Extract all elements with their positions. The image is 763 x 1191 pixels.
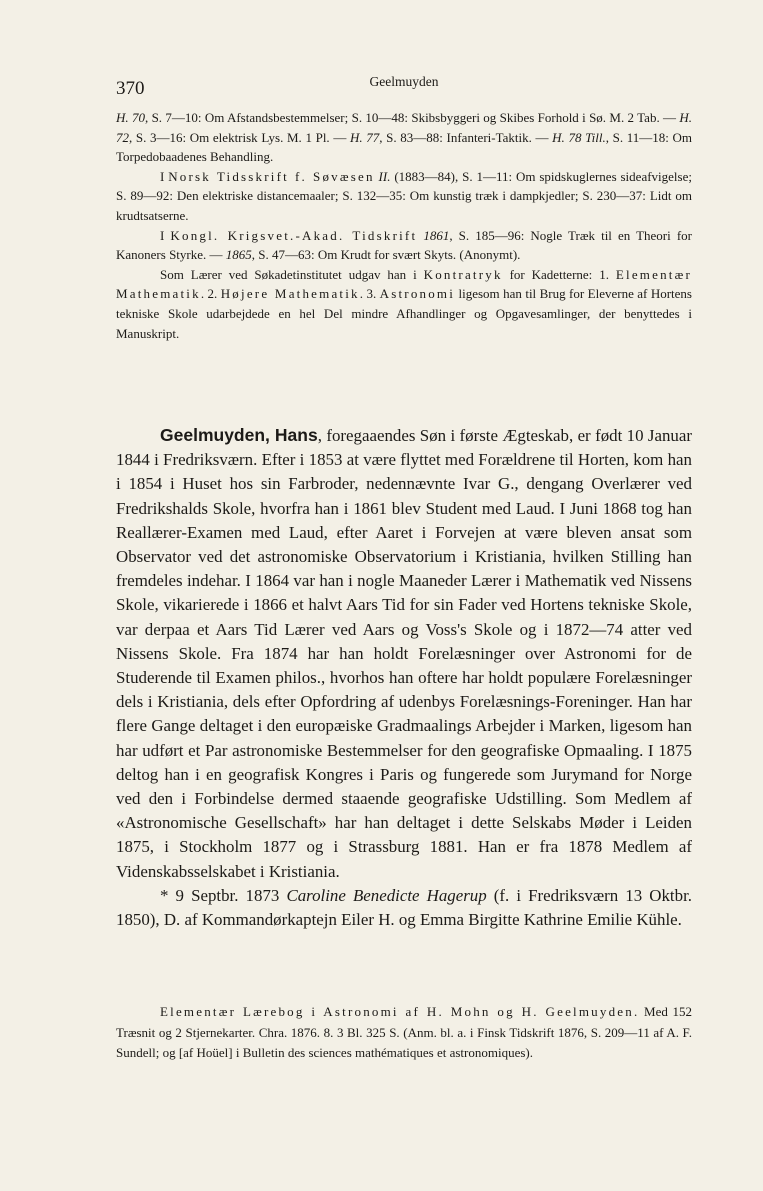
marriage-text: (f. i Fredriksværn 13 Oktbr. 1850), D. af Kommandørkaptejn Eiler H. og Emma Birgitte Kathrine Emilie Kühle. xyxy=(116,885,692,930)
italic-reference: 1861 xyxy=(423,227,450,243)
entry-text: Som Lærer ved Søkadetinstitutet udgav han i xyxy=(160,266,424,282)
entry-text: Med 152 Træsnit og 2 Stjernekarter. Chra. 1876. 8. 3 Bl. 325 S. (Anm. bl. a. i Finsk Tidskrift 1876, S. 209—11 af A. F. Sundell; og [af Hoüel] i Bulletin des sciences mathématiques et astronomiques). xyxy=(116,1004,692,1061)
biography-text: , foregaaendes Søn i første Ægteskab, er født 10 Januar 1844 i Fredriksværn. Efter i 1853 at være flyttet med Forældrene til Horten, kom han i 1854 i Huset hos sin Farbroder, nedennævnte Ivar G., dengang Overlærer ved Fredrikshalds Skole, hvorfra han i 1861 blev Student med Laud. I Juni 1868 tog han Reallærer-Examen med Laud, efter Aaret i Forvejen at være bleven ansat som Observator ved det astronomiske Observatorium i Kristiania, hvilken Stilling han fremdeles indehar. I 1864 var han i nogle Maaneder Lærer i Mathematik ved Nissens Skole, vikarierede i 1866 et halvt Aars Tid for sin Fader ved Hortens tekniske Skole, var derpaa et Aars Tid Lærer ved Aars og Voss's Skole og i 1872—74 atter ved Nissens Skole. Fra 1874 har han holdt Forelæsninger over Astronomi for de Studerende til Examen philos., hvorhos han oftere har holdt populære Forelæsninger dels i Kristiania, dels efter Opfordring af udenbys Forelæsnings-Foreninger. Han har flere Gange deltaget i den europæiske Gradmaalings Arbejder i Marken, ligesom han har udført et Par astronomiske Bestemmelser for den geografiske Opmaaling. I 1875 deltog han i en geografisk Kongres i Paris og fungerede som Jurymand for Norge ved den i Forbindelse dermed staaende geografiske Udstilling. Som Medlem af «Astronomische Gesellschaft» har han deltaget i dette Selskabs Møder i Leiden 1875, i Stockholm 1877 og i Strassburg 1881. Han er fra 1878 Medlem af Videnskabsselskabet i Kristiania. xyxy=(116,426,692,881)
entry-text: , S. 7—10: Om Afstandsbestemmelser; S. 10—48: Skibsbyggeri og Skibes Forhold i Sø. M. 2 Tab. — xyxy=(144,110,680,125)
page-header xyxy=(116,74,692,98)
bibliography-entries xyxy=(116,108,692,343)
entry-text: for Kadetterne: 1. xyxy=(502,266,616,282)
bibliography-block xyxy=(116,108,692,343)
running-head: Geelmuyden xyxy=(369,74,439,89)
entry-text: I xyxy=(160,227,171,243)
spaced-title: Højere Mathematik xyxy=(220,286,360,302)
italic-reference: H. 72 xyxy=(116,110,692,145)
spouse-name: Caroline Benedicte Hagerup xyxy=(286,885,487,905)
italic-reference: H. 77 xyxy=(349,129,380,145)
spaced-title: Kongl. Krigsvet.-Akad. Tidskrift xyxy=(170,227,418,243)
marriage-paragraph xyxy=(116,884,692,932)
works-block xyxy=(116,1002,692,1064)
spaced-title: Norsk Tidsskrift f. Søvæsen xyxy=(168,168,375,184)
italic-reference: 1865 xyxy=(225,247,252,263)
entry-text: ligesom han til Brug for Eleverne af Hortens tekniske Skole udarbejdede en hel Del mindre Afhandlinger og Opgavesamlinger, der benyttedes i Manuskript. xyxy=(116,286,692,341)
bibliography-entry xyxy=(116,108,692,167)
entry-text: . 2. xyxy=(200,286,221,302)
works-entries xyxy=(116,1002,692,1064)
works-entry xyxy=(116,1002,692,1064)
biography-paragraph xyxy=(116,423,692,884)
spaced-title: Kontratryk xyxy=(423,266,503,282)
entry-text: , S. 83—88: Infanteri-Taktik. — xyxy=(379,129,553,145)
italic-reference: H. 70 xyxy=(116,110,145,125)
entry-text: , S. 185—96: Nogle Træk til en Theori for Kanoners Styrke. — xyxy=(116,227,692,263)
entry-text: . 3. xyxy=(359,286,380,302)
biography-block xyxy=(116,423,692,932)
italic-reference: H. 78 Till. xyxy=(552,129,606,145)
bibliography-entry xyxy=(116,167,692,226)
page-number: 370 xyxy=(116,78,145,99)
spaced-title: Astronomi xyxy=(379,286,456,302)
entry-text: (1883—84), S. 1—11: Om spidskuglernes sideafvigelse; S. 89—92: Den elektriske distancemaaler; S. 132—35: Om kunstig træk i dampkjedler; S. 230—37: Lidt om krudtsatserne. xyxy=(116,168,692,223)
spaced-title: Elementær Lærebog i Astronomi af H. Mohn og H. Geelmuyden. xyxy=(160,1004,640,1019)
entry-text: , S. 47—63: Om Krudt for svært Skyts. (Anonymt). xyxy=(251,247,521,263)
bibliography-entry xyxy=(116,226,692,265)
marriage-date: * 9 Septbr. 1873 xyxy=(160,885,287,905)
biography-name: Geelmuyden, Hans xyxy=(160,425,318,445)
entry-text: I xyxy=(160,168,169,184)
bibliography-entry xyxy=(116,265,692,343)
entry-text: , S. 11—18: Om Torpedobaadenes Behandling. xyxy=(116,129,692,165)
italic-reference: II. xyxy=(378,168,391,184)
spaced-title: Elementær Mathematik xyxy=(116,266,692,302)
entry-text: , S. 3—16: Om elektrisk Lys. M. 1 Pl. — xyxy=(129,129,350,145)
